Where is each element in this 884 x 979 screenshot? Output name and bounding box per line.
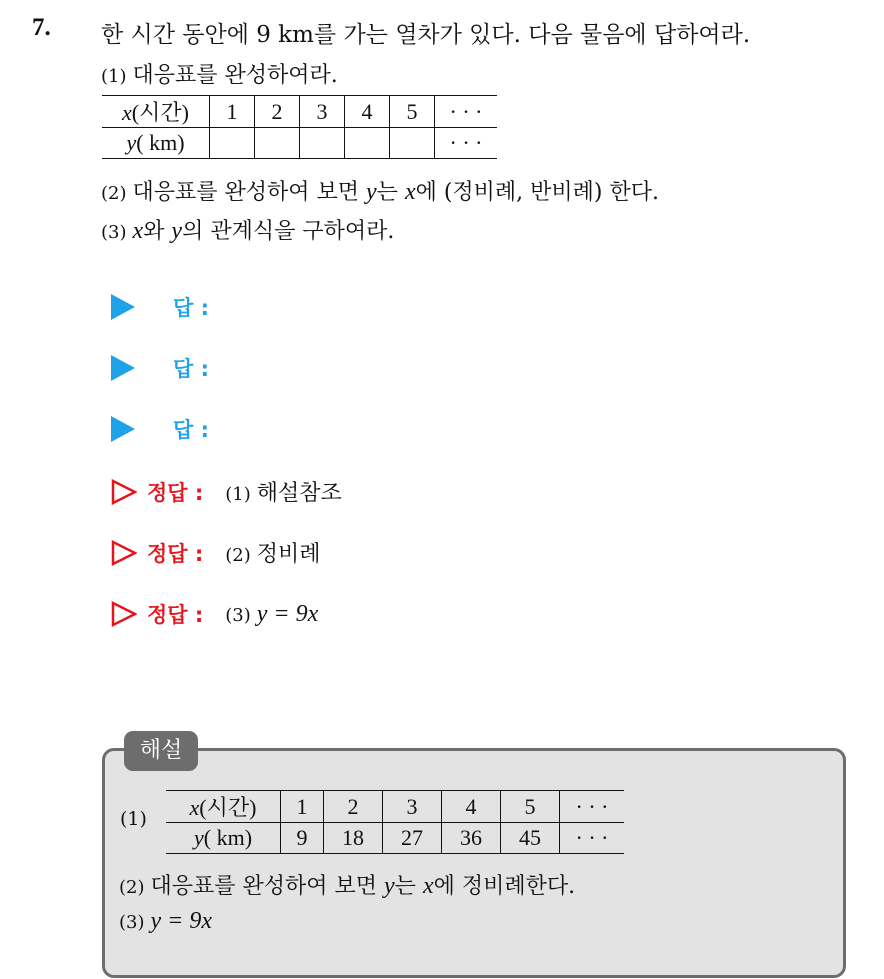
correct-answer: [111, 537, 321, 568]
play-triangle-icon: [111, 294, 135, 320]
correct-text: (3) y = 9x: [225, 600, 319, 627]
solution-sub-number: (1): [120, 808, 147, 830]
answer-label: 답 :: [173, 418, 209, 442]
outline-triangle-icon: [111, 601, 137, 627]
table-cell-blank: [210, 128, 255, 159]
table-cell-blank: [390, 128, 435, 159]
answer-label: 답 :: [173, 357, 209, 381]
table-header-y: y( km): [102, 128, 210, 159]
table-cell: · · ·: [435, 128, 498, 159]
table-cell: 2: [255, 96, 300, 128]
answer-prompt: [111, 292, 209, 322]
answer-prompt: [111, 414, 209, 444]
table-cell: 3: [383, 791, 442, 823]
table-row: [166, 823, 624, 854]
play-triangle-icon: [111, 355, 135, 381]
table-header-x: x(시간): [166, 791, 281, 823]
correct-label: 정답 :: [147, 541, 204, 566]
correct-text: (2) 정비례: [225, 542, 321, 567]
outline-triangle-icon: [111, 479, 137, 505]
table-cell: 9: [281, 823, 324, 854]
table-cell: · · ·: [560, 791, 625, 823]
correct-label: 정답 :: [147, 603, 204, 627]
table-cell: 4: [345, 96, 390, 128]
correct-answer: [111, 599, 318, 629]
outline-triangle-icon: [111, 540, 137, 566]
sub-number: (1): [101, 66, 127, 87]
correct-label: 정답 :: [147, 480, 204, 505]
correct-text: (1) 해설참조: [225, 481, 342, 506]
table-cell: 18: [324, 823, 383, 854]
answer-label: 답 :: [173, 296, 209, 320]
solution-tag: 해설: [124, 731, 198, 771]
solution-line-3: (3) y = 9x: [119, 908, 212, 934]
table-cell: 45: [501, 823, 560, 854]
table-cell: 3: [300, 96, 345, 128]
table-cell: 27: [383, 823, 442, 854]
table-cell: 36: [442, 823, 501, 854]
solution-table: [166, 790, 624, 854]
table-cell: 1: [281, 791, 324, 823]
correspondence-table: [102, 95, 497, 159]
solution-box: [102, 748, 846, 978]
question-text: 한 시간 동안에 9 km를 가는 열차가 있다. 다음 물음에 답하여라.: [101, 22, 751, 48]
table-cell: 4: [442, 791, 501, 823]
table-row: [166, 791, 624, 823]
table-cell: · · ·: [435, 96, 498, 128]
table-cell: 1: [210, 96, 255, 128]
table-cell: 5: [390, 96, 435, 128]
correct-answer: [111, 476, 342, 507]
table-cell-blank: [300, 128, 345, 159]
sub-question-2: (2) 대응표를 완성하여 보면 y는 x에 (정비례, 반비례) 한다.: [101, 179, 659, 205]
table-row: [102, 96, 497, 128]
solution-line-2: (2) 대응표를 완성하여 보면 y는 x에 정비례한다.: [119, 873, 576, 899]
table-cell: 2: [324, 791, 383, 823]
table-cell-blank: [345, 128, 390, 159]
table-header-x: x(시간): [102, 96, 210, 128]
answer-prompt: [111, 353, 209, 383]
table-cell: 5: [501, 791, 560, 823]
table-row: [102, 128, 497, 159]
sub-question-3: (3) x와 y의 관계식을 구하여라.: [101, 218, 395, 244]
table-cell: · · ·: [560, 823, 625, 854]
sub-text: 대응표를 완성하여라.: [132, 63, 338, 88]
sub-question-1: [101, 58, 338, 89]
table-cell-blank: [255, 128, 300, 159]
question-number: 7.: [32, 14, 51, 41]
play-triangle-icon: [111, 416, 135, 442]
table-header-y: y( km): [166, 823, 281, 854]
